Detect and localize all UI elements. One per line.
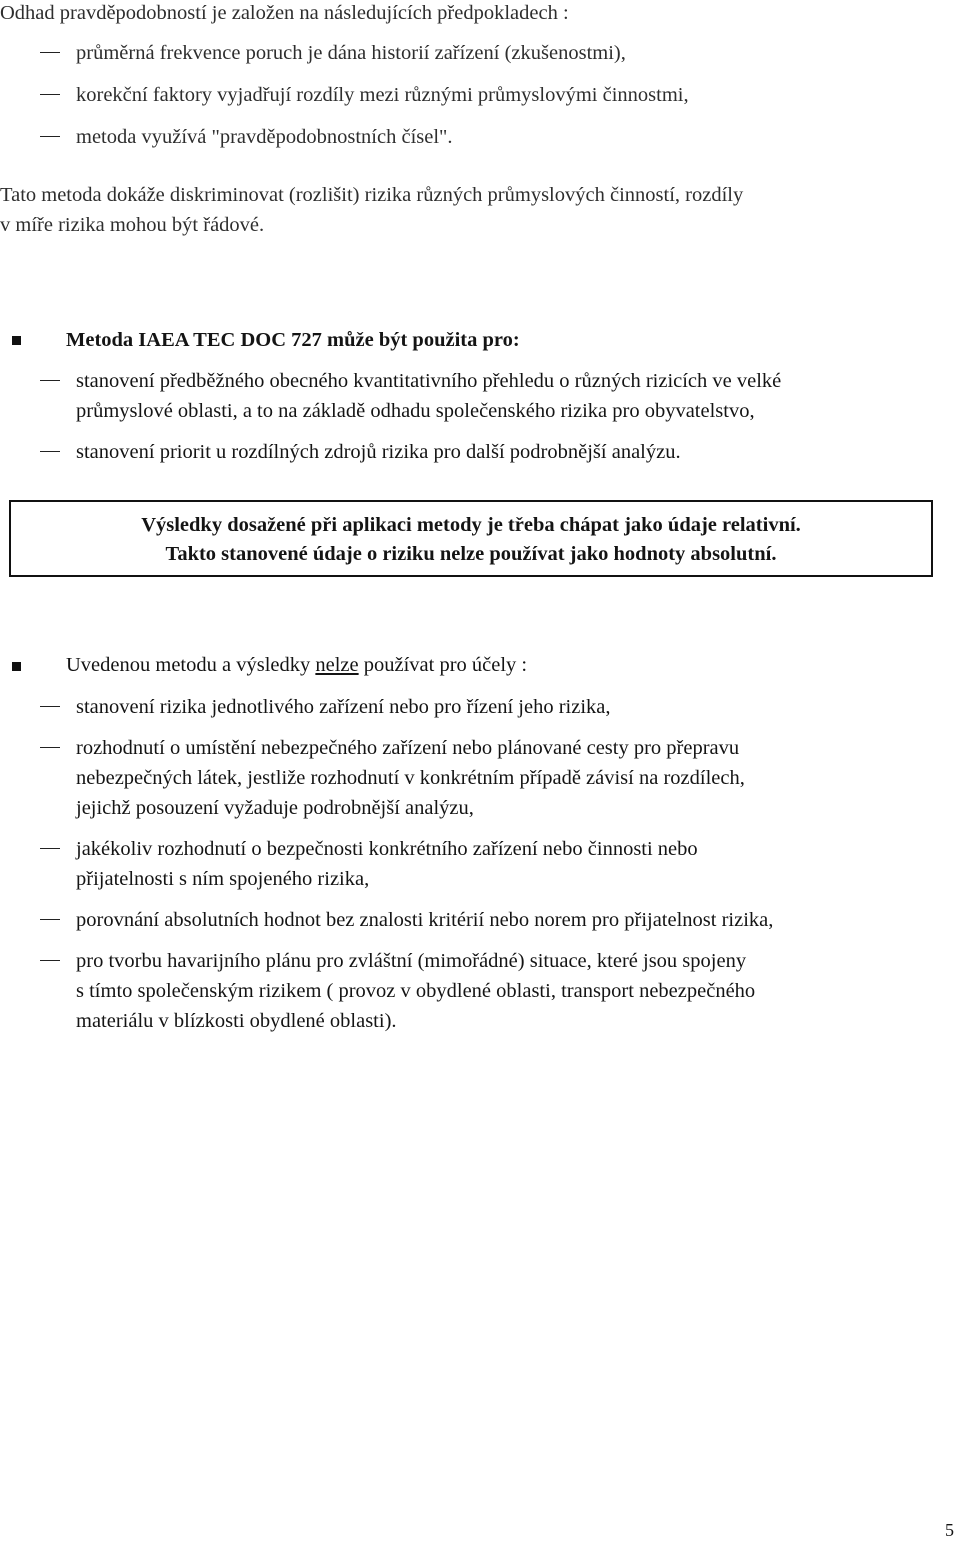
dash-bullet-icon	[40, 451, 60, 452]
notice-box	[9, 500, 933, 577]
notice-line-2: Takto stanovené údaje o riziku nelze používat jako hodnoty absolutní.	[165, 543, 777, 565]
section2-heading-end: používat pro účely :	[358, 654, 528, 676]
dash-bullet-icon	[40, 848, 60, 849]
dash-bullet-icon	[40, 747, 60, 748]
intro-paragraph-line-2: v míře rizika mohou být řádové.	[0, 214, 265, 236]
section1-bullet-1-line-1: stanovení předběžného obecného kvantitativního přehledu o různých rizicích ve velké	[76, 370, 782, 392]
dash-bullet-icon	[40, 136, 60, 137]
section2-bullet-4: porovnání absolutních hodnot bez znalosti kritérií nebo norem pro přijatelnost rizika,	[76, 909, 774, 931]
section2-heading-start: Uvedenou metodu a výsledky	[66, 654, 316, 676]
section2-bullet-3-line-1: jakékoliv rozhodnutí o bezpečnosti konkrétního zařízení nebo činnosti nebo	[76, 838, 698, 860]
section1-heading: Metoda IAEA TEC DOC 727 může být použita pro:	[66, 329, 520, 351]
section2-heading	[66, 650, 527, 680]
square-bullet-icon	[12, 336, 21, 345]
intro-bullet-3: metoda využívá "pravděpodobnostních čísel".	[76, 126, 453, 148]
section1-bullet-1-line-2: průmyslové oblasti, a to na základě odhadu společenského rizika pro obyvatelstvo,	[76, 400, 755, 422]
intro-bullet-2: korekční faktory vyjadřují rozdíly mezi různými průmyslovými činnostmi,	[76, 84, 689, 106]
section2-bullet-2-line-1: rozhodnutí o umístění nebezpečného zařízení nebo plánované cesty pro přepravu	[76, 737, 740, 759]
section1-bullet-2: stanovení priorit u rozdílných zdrojů rizika pro další podrobnější analýzu.	[76, 441, 681, 463]
intro-lead: Odhad pravděpodobností je založen na následujících předpokladech :	[0, 2, 569, 24]
dash-bullet-icon	[40, 960, 60, 961]
section2-bullet-5-line-3: materiálu v blízkosti obydlené oblasti).	[76, 1010, 397, 1032]
notice-line-1: Výsledky dosažené při aplikaci metody je třeba chápat jako údaje relativní.	[141, 514, 801, 536]
section2-bullet-2-line-2: nebezpečných látek, jestliže rozhodnutí v konkrétním případě závisí na rozdílech,	[76, 767, 745, 789]
section2-heading-underlined: nelze	[315, 654, 359, 676]
intro-bullet-1: průměrná frekvence poruch je dána historií zařízení (zkušenostmi),	[76, 42, 626, 64]
dash-bullet-icon	[40, 706, 60, 707]
section2-bullet-2-line-3: jejichž posouzení vyžaduje podrobnější analýzu,	[76, 797, 474, 819]
dash-bullet-icon	[40, 380, 60, 381]
intro-paragraph-line-1: Tato metoda dokáže diskriminovat (rozlišit) rizika různých průmyslových činností, rozdíly	[0, 184, 744, 206]
dash-bullet-icon	[40, 919, 60, 920]
section2-bullet-1: stanovení rizika jednotlivého zařízení nebo pro řízení jeho rizika,	[76, 696, 611, 718]
dash-bullet-icon	[40, 52, 60, 53]
square-bullet-icon	[12, 662, 21, 671]
section2-bullet-3-line-2: přijatelnosti s ním spojeného rizika,	[76, 868, 370, 890]
dash-bullet-icon	[40, 94, 60, 95]
section2-bullet-5-line-1: pro tvorbu havarijního plánu pro zvláštní (mimořádné) situace, které jsou spojeny	[76, 950, 747, 972]
section2-bullet-5-line-2: s tímto společenským rizikem ( provoz v obydlené oblasti, transport nebezpečného	[76, 980, 756, 1002]
page-number: 5	[945, 1520, 954, 1540]
